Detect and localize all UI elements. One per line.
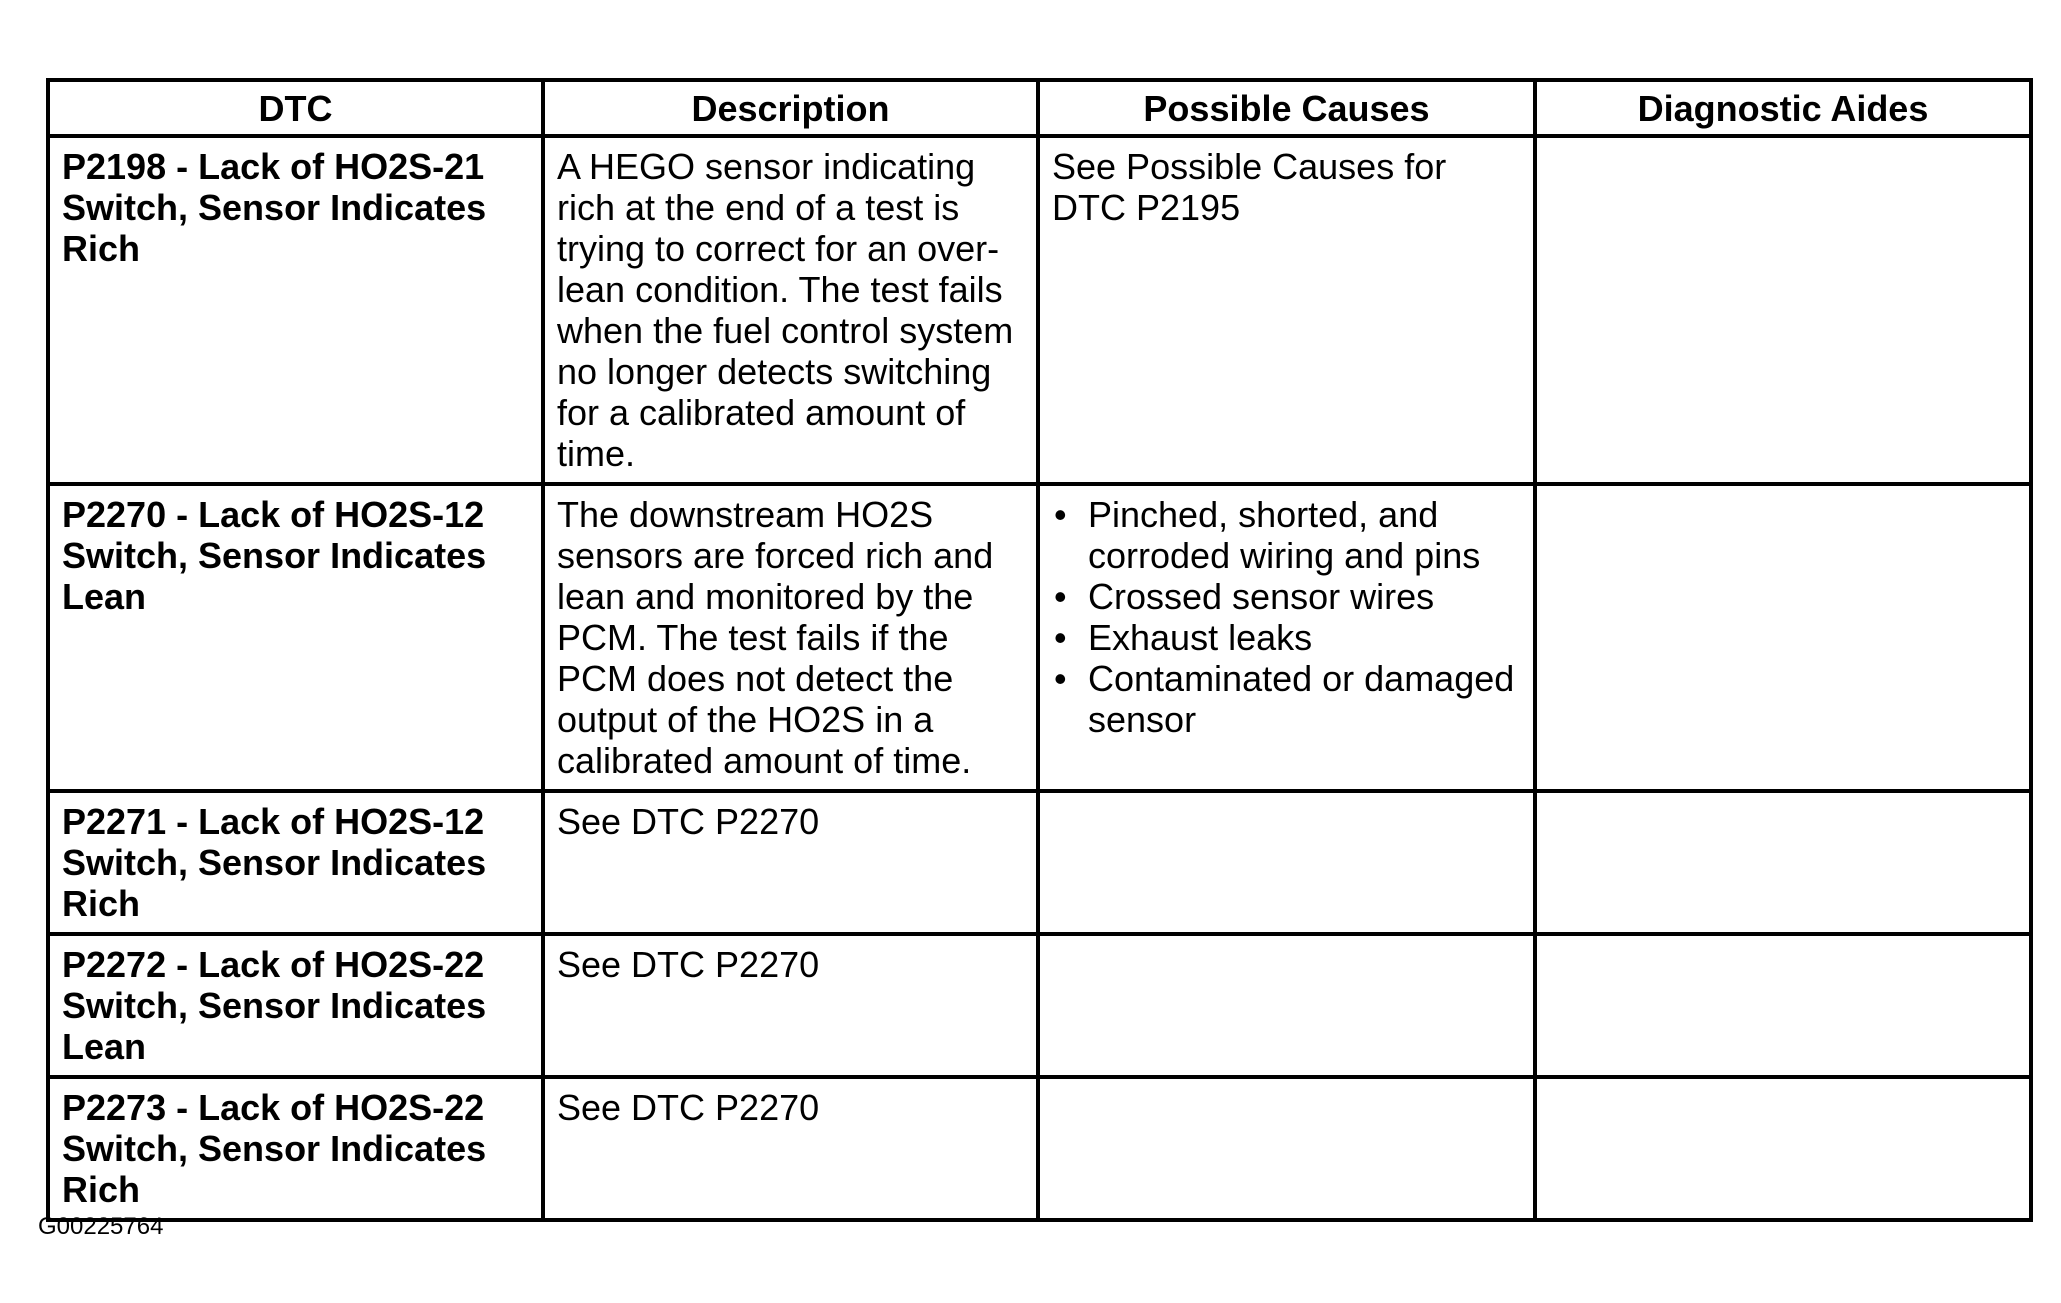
diagnostic-aides-cell	[1535, 934, 2031, 1077]
diagnostic-aides-cell	[1535, 484, 2031, 791]
table-header-row	[48, 80, 2031, 136]
description-cell: A HEGO sensor indicating rich at the end of a test is trying to correct for an over-lean condition. The test fails when the fuel control system no longer detects switching for a calibrated amount of time.	[543, 136, 1038, 484]
header-dtc: DTC	[48, 80, 543, 136]
description-cell: The downstream HO2S sensors are forced rich and lean and monitored by the PCM. The test fails if the PCM does not detect the output of the HO2S in a calibrated amount of time.	[543, 484, 1038, 791]
dtc-cell: P2271 - Lack of HO2S-12 Switch, Sensor Indicates Rich	[48, 791, 543, 934]
list-item-text: Exhaust leaks	[1088, 617, 1313, 658]
table-row	[48, 934, 2031, 1077]
description-cell: See DTC P2270	[543, 934, 1038, 1077]
description-cell: See DTC P2270	[543, 1077, 1038, 1220]
table-row	[48, 1077, 2031, 1220]
list-item	[1052, 658, 1523, 740]
possible-causes-cell	[1038, 934, 1535, 1077]
header-possible-causes: Possible Causes	[1038, 80, 1535, 136]
possible-causes-cell: See Possible Causes for DTC P2195	[1038, 136, 1535, 484]
bullet-icon: •	[1054, 617, 1067, 658]
list-item	[1052, 617, 1523, 658]
description-cell: See DTC P2270	[543, 791, 1038, 934]
list-item	[1052, 494, 1523, 576]
possible-causes-cell	[1038, 791, 1535, 934]
header-diagnostic-aides: Diagnostic Aides	[1535, 80, 2031, 136]
bullet-icon: •	[1054, 576, 1067, 617]
possible-causes-cell	[1038, 1077, 1535, 1220]
table-row	[48, 791, 2031, 934]
list-item-text: Pinched, shorted, and corroded wiring and pins	[1088, 494, 1481, 576]
dtc-table	[46, 78, 2033, 1222]
bullet-icon: •	[1054, 658, 1067, 699]
list-item	[1052, 576, 1523, 617]
diagnostic-aides-cell	[1535, 791, 2031, 934]
dtc-cell: P2270 - Lack of HO2S-12 Switch, Sensor Indicates Lean	[48, 484, 543, 791]
list-item-text: Crossed sensor wires	[1088, 576, 1435, 617]
bullet-icon: •	[1054, 494, 1067, 535]
figure-id: G00225764	[38, 1213, 164, 1240]
list-item-text: Contaminated or damaged sensor	[1088, 658, 1515, 740]
possible-causes-cell	[1038, 484, 1535, 791]
diagnostic-aides-cell	[1535, 136, 2031, 484]
diagnostic-aides-cell	[1535, 1077, 2031, 1220]
dtc-cell: P2198 - Lack of HO2S-21 Switch, Sensor Indicates Rich	[48, 136, 543, 484]
table-row	[48, 136, 2031, 484]
dtc-cell: P2273 - Lack of HO2S-22 Switch, Sensor Indicates Rich	[48, 1077, 543, 1220]
header-description: Description	[543, 80, 1038, 136]
dtc-cell: P2272 - Lack of HO2S-22 Switch, Sensor Indicates Lean	[48, 934, 543, 1077]
table-row	[48, 484, 2031, 791]
possible-causes-list	[1052, 494, 1523, 740]
